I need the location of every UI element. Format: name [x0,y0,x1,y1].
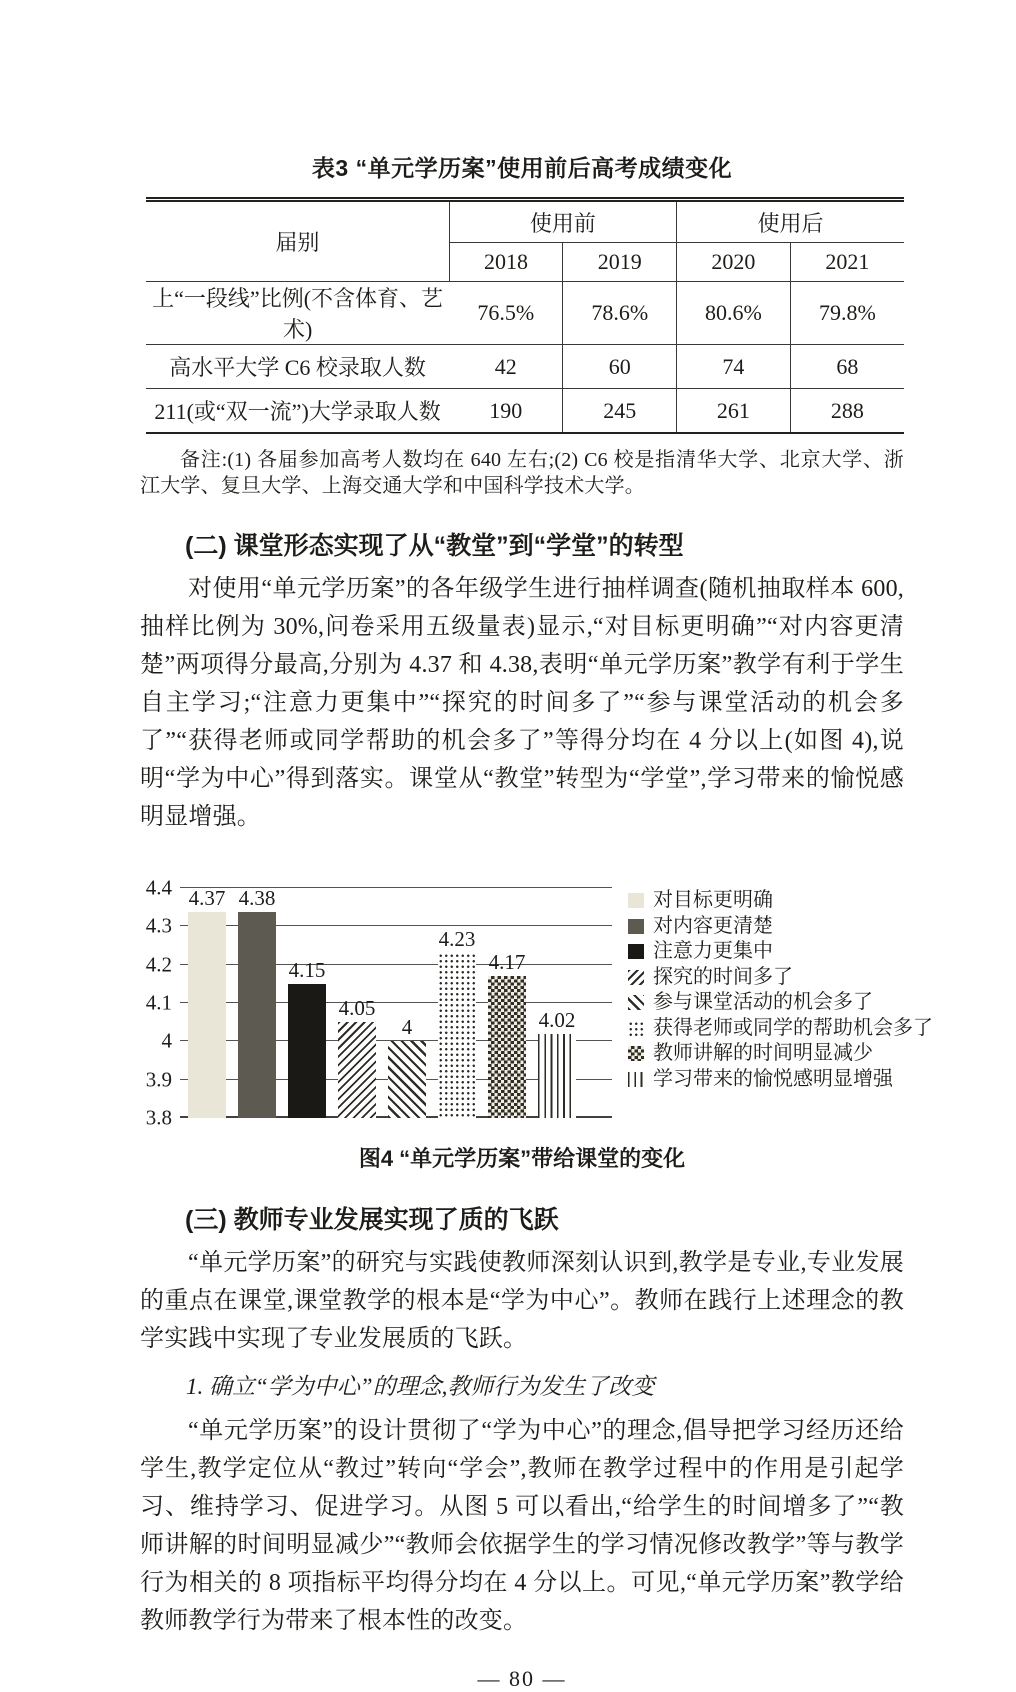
value-cell: 190 [449,389,563,434]
legend-label: 注意力更集中 [653,940,773,962]
y-tick-label: 4.3 [145,913,172,938]
chart-bars [188,888,576,1118]
legend-item [628,916,933,937]
legend-item [628,890,933,911]
bar-value-label: 4.37 [188,886,226,910]
value-cell: 42 [449,345,563,389]
table-row [146,345,904,389]
table-body [146,282,904,434]
legend-label: 教师讲解的时间明显减少 [653,1042,873,1064]
bar [538,1034,576,1118]
section3-subheading-1: 1. 确立“学为中心”的理念,教师行为发生了改变 [186,1374,655,1399]
value-cell: 261 [677,389,791,434]
bar [388,1041,426,1118]
row-label-cell: 上“一段线”比例(不含体育、艺术) [146,282,449,345]
table-note: 备注:(1) 各届参加高考人数均在 640 左右;(2) C6 校是指清华大学、北京大学、浙江大学、复旦大学、上海交通大学和中国科学技术大学。 [140,449,904,497]
bar-chart [140,870,933,1130]
value-cell: 80.6% [677,282,791,345]
page-number: — 80 — [477,1666,567,1691]
bar [438,953,476,1118]
bar-column [288,888,326,1118]
value-cell: 245 [563,389,677,434]
legend-item [628,1069,933,1090]
bar-value-label: 4.02 [538,1007,576,1032]
section3-paragraph-1: “单元学历案”的研究与实践使教师深刻认识到,教学是专业,专业发展的重点在课堂,课堂教学的根本是“学为中心”。教师在践行上述理念的教学实践中实现了专业发展质的飞跃。 [140,1250,904,1352]
table-row [146,389,904,434]
bar [238,912,276,1118]
bar-column [238,888,276,1118]
legend-swatch [628,1046,644,1061]
legend-label: 学习带来的愉悦感明显增强 [653,1067,893,1090]
legend-label: 对内容更清楚 [653,914,773,937]
legend-item [628,992,933,1013]
header-cell-class: 届别 [146,200,449,282]
bar-value-label: 4 [401,1015,413,1040]
legend-label: 参与课堂活动的机会多了 [653,991,873,1013]
bar-value-label: 4.38 [238,886,276,910]
y-tick-label: 3.8 [145,1105,172,1130]
legend-swatch [628,893,644,908]
legend-swatch [628,919,644,934]
header-cell-after: 使用后 [677,200,904,243]
value-cell: 68 [790,345,904,389]
legend-swatch [628,944,644,959]
section-heading-3: (三) 教师专业发展实现了质的飞跃 [185,1206,559,1234]
legend-item [628,941,933,962]
y-tick-label: 4.4 [145,875,172,900]
value-cell: 288 [790,389,904,434]
bar-value-label: 4.15 [288,957,326,982]
y-tick-label: 3.9 [145,1067,172,1092]
legend-swatch [628,1021,644,1036]
table-row [146,282,904,345]
legend-swatch [628,995,644,1010]
legend-label: 对目标更明确 [653,889,773,911]
header-cell-before: 使用前 [449,200,676,243]
chart-y-axis [140,875,180,1130]
value-cell: 78.6% [563,282,677,345]
header-cell-year: 2020 [677,243,791,282]
legend-swatch [628,970,644,985]
exam-score-table [146,197,904,434]
section3-paragraph-2: “单元学历案”的设计贯彻了“学为中心”的理念,倡导把学习经历还给学生,教学定位从“教过”转向“学会”,教师在教学过程中的作用是引起学习、维持学习、促进学习。从图 5 可以看出,“给学生的时间增多了”“教师讲解的时间明显减少”“教师会依据学生的学习情况修改教学”等与教学行为相关的 8 项指标平均得分均在 4 分以上。可见,“单元学历案”教学给教师教学行为带来了根本性的改变。 [140,1418,904,1634]
bar-column [388,888,426,1118]
chart-legend [628,890,933,1094]
bar-column [338,888,376,1118]
bar-value-label: 4.17 [488,950,526,975]
bar-column [538,888,576,1118]
value-cell: 79.8% [790,282,904,345]
bar-column [488,888,526,1118]
bar [488,976,526,1118]
bar-column [438,888,476,1118]
table-title: 表3 “单元学历案”使用前后高考成绩变化 [311,155,733,181]
section2-paragraph: 对使用“单元学历案”的各年级学生进行抽样调查(随机抽取样本 600,抽样比例为 30%,问卷采用五级量表)显示,“对目标更明确”“对内容更清楚”两项得分最高,分别为 4.37 和 4.38,表明“单元学历案”教学有利于学生自主学习;“注意力更集中”“探究的时间多了”“参与课堂活动的机会多了”“获得老师或同学帮助的机会多了”等得分均在 4 分以上(如图 4),说明“学为中心”得到落实。课堂从“教堂”转型为“学堂”,学习带来的愉悦感明显增强。 [140,576,904,830]
legend-label: 探究的时间多了 [653,965,793,988]
value-cell: 74 [677,345,791,389]
header-cell-year: 2018 [484,249,529,274]
bar-value-label: 4.23 [438,927,476,952]
header-cell-year: 2019 [563,243,677,282]
bar-column [188,888,226,1118]
bar-value-label: 4.05 [338,996,376,1021]
legend-item [628,1018,933,1039]
figure-4 [140,870,933,1173]
legend-item [628,1043,933,1064]
y-tick-label: 4 [161,1028,172,1053]
value-cell: 60 [563,345,677,389]
legend-label: 获得老师或同学的帮助机会多了 [653,1016,933,1039]
section-heading-2: (二) 课堂形态实现了从“教堂”到“学堂”的转型 [185,532,684,560]
bar [188,912,226,1118]
bar [338,1022,376,1118]
legend-item [628,967,933,988]
figure-caption: 图4 “单元学历案”带给课堂的变化 [358,1146,686,1171]
row-label-cell: 211(或“双一流”)大学录取人数 [146,389,449,434]
header-cell-year: 2021 [790,243,904,282]
bar [288,984,326,1118]
chart-plot [180,888,612,1118]
legend-swatch [628,1072,644,1087]
row-label-cell: 高水平大学 C6 校录取人数 [146,345,449,389]
value-cell: 76.5% [449,282,563,345]
y-tick-label: 4.1 [145,990,172,1015]
y-tick-label: 4.2 [145,952,172,977]
